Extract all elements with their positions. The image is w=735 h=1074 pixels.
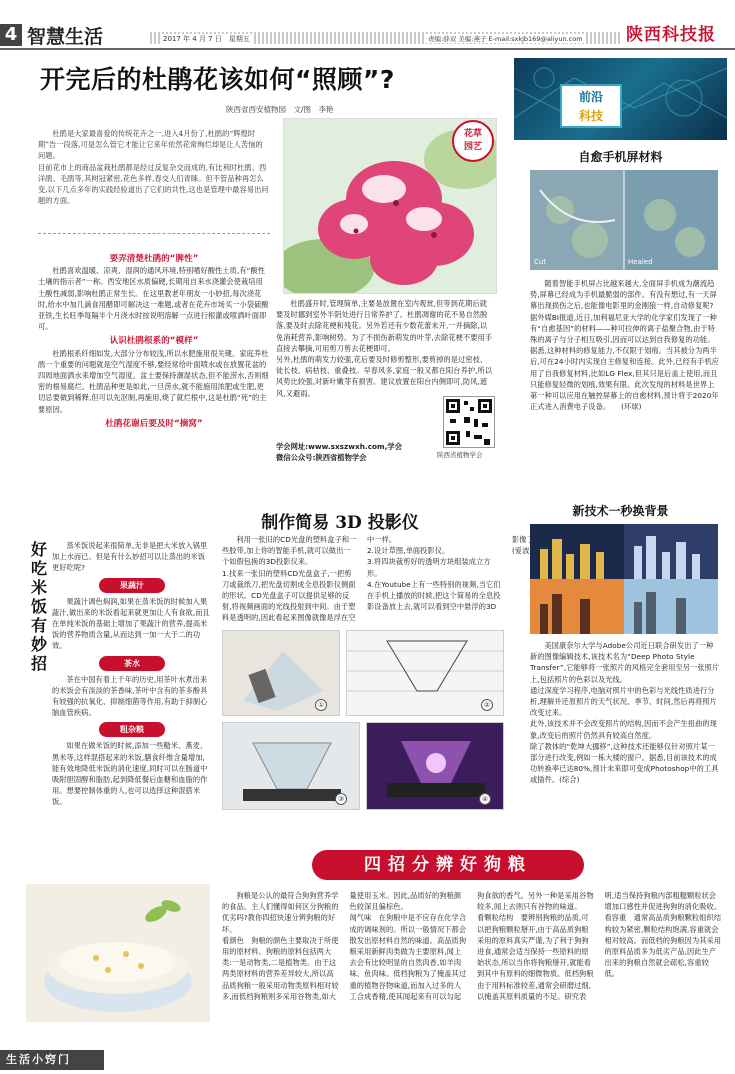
rice-body [52, 540, 212, 808]
projector-photo-4 [366, 722, 504, 810]
frontier-tech-label [560, 84, 622, 128]
life-tips-tag: 生活小窍门 [0, 1050, 104, 1070]
society-contact [276, 441, 436, 463]
page-number: 4 [0, 24, 22, 46]
background-swap-text [530, 640, 720, 840]
article-column-left [38, 254, 270, 430]
rice-paragraph-juice: 果蔬汁调色焖润,如果在蒸米饭的时候加入果蔬汁,做出来的米饭看起来就更加让人有食欲,而且在单纯米饭的基础上增加了果蔬汁的营养,提高米饭的营养物质含量,从而达到一加一大于二的功效。 [52, 596, 210, 651]
self-healing-image [530, 170, 718, 270]
background-swap-paragraph: 美国康奈尔大学与Adobe公司近日联合研发出了一种新的图像编辑技术,该技术名为“Deep Photo Style Transfer”,它能够将一张照片的风格完全套用至另一张照片上,包括照片的色彩以及光线。 通过深度学习程序,电脑对照片中的色彩与光线性质进行分析,理解并还原照片的天气状况、季节、时间,然后再将照片改变过来。 此外,该技术并不会改变照片的结构,因而不会产生扭曲的现象,改变后的照片仍然具有较高自然度。 除了教体的“乾坤大挪移”,这种技术还能够仅针对照片某一部分进行改变,例如一栋大楼的窗户。据悉,目前该技术的成功转换率已达80%,预计未来即可变成Photoshop中的工具或插件。(综合) [530, 641, 720, 785]
subheading-roots: 认识杜鹃根系的“模样” [109, 336, 199, 347]
projector-photo-3 [222, 722, 360, 810]
rice-tag-grains: 粗杂粮 [99, 722, 165, 737]
paragraph-temperament: 杜鹃喜欢温暖、凉爽、湿润的通风环境,特别嗜好酸性土质,有“酸性土壤的指示者”一称。西安地区水质偏硬,长期用自来水浇灌会使栽培用土酸性减弱,影响杜鹃正常生长。在这里教老年朋友一小妙招,每次浇花时,给水中加几滴食用醋即可解决这一难题,或者在花卉市场买一小袋硫酸亚铁,生长旺季每隔半个月浇水时按说明溶解一点进行根灌或喷洒叶面即可。 [38, 266, 269, 332]
society-wechat: 微信公众号:陕西省植物学会 [276, 453, 367, 462]
photo-number-3: ③ [335, 793, 347, 805]
intro-divider [38, 233, 270, 234]
issue-date: 2017 年 4 月 7 日 星期五 [160, 34, 253, 44]
frontier-label: 前沿 [578, 90, 603, 104]
rice-tag-juice: 果蔬汁 [99, 578, 165, 593]
rice-tag-tea: 茶水 [99, 656, 165, 671]
rice-paragraph-grains: 如果在做米饭的时候,添加一些糙米、燕麦、黑米等,这样混搭起来的米饭,膳食纤维含量增加,能有效地降低米饭的消化速度,同时可以在肠道中吸附胆固醇和脂肪,起到降低餐后血糖和血脂的作用。想要控制体重的人,也可以选择这种混搭米饭。 [52, 741, 208, 807]
dogfood-title: 四招分辨好狗粮 [312, 850, 584, 880]
projector-text [222, 534, 542, 630]
rice-intro: 蒸米饭说起来很简单,无非是把大米放入锅里加上水而已。但是有什么妙招可以让蒸出的米饭更好吃呢? [52, 541, 208, 573]
article-intro [38, 128, 270, 206]
dogfood-paragraph: 狗粮是公认的最符合狗狗营养学的食品。主人们懂得如何区分狗粮的优劣吗?教你四招快速分辨狗粮的好坏。 看颜色 狗粮的颜色主要取决于所使用的原材料。狗粮的原料包括两大类:一是动物类,二是植物类。由于这两类原材料的营养差异较大,所以高品质狗粮一般采用动物类原料相对较多,而低档狗粮则多采用谷物类,如大量使用玉米。因此,品质好的狗粮颜色较深且偏棕色。 闻气味 在狗粮中是不应存在化学合成的调味剂的。所以一般情况下都会散发出原材料自然的味道。高品质狗粮采用新鲜肉类做为主要原料,闻上去会有比较明显的自然肉香,如羊肉味、鱼肉味。低档狗粮为了掩盖其过重的植物谷物味道,而加入过多的人工合成香精,使其闻起来有可以勾起狗食欲的香气。另外一种是采用谷物较多,闻上去则只有谷物的味道。 看颗粒结构 要辨别狗粮的品质,可以把狗粮颗粒掰开,由于高品质狗粮采用的原料真实严谨,为了利于狗狗进食,通常会适当保持一些原料的原始状态,所以当你将狗粮掰开,就能看到其中有原料的细微物质。低档狗粮由于用料标准较差,通常会研磨过细,以掩盖其原料质量的不足。研究表明,适当保持狗粮内部粗糙颗粒状会增加口感性并促进狗狗的消化吸收。 看容重 通常高品质狗粮颗粒组织结构较为紧密,颗粒结构饱满,容重就会相对较高。而低档的狗粮因为其采用的原料品质多为低劣产品,因此生产出来的狗粮自然就会疏松,容重较低。 [222, 891, 722, 1001]
projector-photo-2 [346, 630, 504, 716]
paragraph-roots: 杜鹃根系纤细如发,大部分分布较浅,所以水肥施用很关键。家庭养杜鹃一个重要的问题就是空气湿度不够,要经常给叶面喷水或在放置花盆的四周地面洒水来增加空气湿度。盆土要保持潮湿状态,但不能涝水,否则细密的根易腐烂。杜鹃品种更是如此,一旦涝水,就不能施用浓肥或生肥,更切忌要做到稀释,但可以先沤制,再施用,烧了就烂根中,这是杜鹃“死”的主要原因。 [38, 348, 269, 414]
tech-label: 科技 [578, 109, 603, 123]
healed-label: Healed [628, 258, 653, 266]
qr-code [443, 396, 495, 448]
projector-photo-1 [222, 630, 340, 716]
header-divider [0, 48, 735, 50]
intro-text: 杜鹃是大家最喜爱的传统花卉之一,进入4月份了,杜鹃的“辉煌时期”告一段落,可是怎么管它才能让它来年依然花常绚烂却是让人苦恼的问题。 目前花市上的商品盆栽杜鹃都是经过反复杂交而成的,有比利时杜鹃、西洋鹃、毛鹃等,其树冠紧密,花色多样,春交人们青睐。但不管品种再怎么变,以下几点多年的实践经验道出了它们的共性,这也是管理中最容易出问题的方面。 [38, 129, 269, 206]
gardening-badge: 花草 园艺 [452, 120, 494, 162]
projector-photos [222, 630, 504, 810]
paragraph-care: 杜鹃盛开时,管理简单,主要是放置在室内观赏,但等到花期后就要及时挪到室外半阴处进行日常养护了。杜鹃凋谢的花不易自然脱落,要及时去除花梗和残花。另外若还有少数花蕾未开,一并摘除,以免消耗营养,影响树势。为了不损伤新萌发的叶芽,去除花梗不要用手直接去攀摘,可用剪刀剪去花梗即可。 另外,杜鹃的萌发力较强,花后要及时修剪整形,要剪掉的是过密枝、徒长枝、病枯枝、重叠枝。早春风多,家庭一般又都在阳台养护,所以风势比较强,对新叶嫩芽有损害。建议放置在阳台内侧即可,防风,遮风,又避雨。 [276, 299, 493, 398]
rice-paragraph-tea: 茶在中国有着上千年的历史,用茶叶水煮出来的米饭会有淡淡的茶香味,茶叶中含有的茶多酚具有较强的抗氧化、抑制细菌等作用,有助于抑制心脑血管疾病。 [52, 674, 208, 718]
subheading-deadheading: 杜鹃花谢后要及时“摘窝” [105, 418, 203, 429]
projector-title: 制作简易 3D 投影仪 [261, 513, 419, 533]
rice-title: 好吃米饭有妙招 [30, 540, 47, 673]
self-healing-title: 自愈手机屏材料 [578, 150, 663, 164]
dogfood-text [222, 890, 722, 1070]
cut-label: Cut [534, 258, 547, 266]
section-title: 智慧生活 [27, 26, 104, 48]
newspaper-logo: 陕西科技报 [626, 25, 716, 45]
photo-number-4: ④ [479, 793, 491, 805]
projector-paragraph: 利用一张旧的CD光盘的塑料盒子和一些胶带,加上你的智能手机,就可以做出一个如假包换的3D投影仪来。 1.找来一张旧的塑料CD光盘盒子,一把剪刀或裁纸刀,把光盘切割成全息投影仪侧面的形状。CD光盘盒子可以提供足够的反射,将视频画面的光线投射到中间。由于塑料是透明的,因此看起来图像就像是浮在空中一样。 2.设计草图,单面投影仪。 3.将四块裁剪好的透明方块组装成立方形。 4.在Youtube上有一些特别的视频,当它们在手机上播放的时候,把这个简易的全息投影设备放上去,就可以看到空中悬浮的3D影像了。 (爱波) [222, 535, 542, 623]
article-headline: 开完后的杜鹃花该如何“照顾”? [40, 65, 395, 94]
rice-bowl-photo [26, 884, 210, 1022]
photo-number-2: ② [481, 699, 493, 711]
qr-caption: 陕西省植物学会 [437, 451, 483, 459]
editor-credits: 责编:薛双 美编:燕子 E-mail:sxkjb169@aliyun.com [425, 34, 586, 43]
photo-number-1: ① [315, 699, 327, 711]
self-healing-text [530, 278, 720, 496]
background-swap-title: 新技术一秒换背景 [572, 504, 669, 518]
society-website: 学会网址:www.sxszwxh.com,学会 [276, 442, 402, 451]
article-byline: 陕西省西安植物园 文/图 李艳 [226, 105, 334, 114]
self-healing-paragraph: 随着智能手机屏占比越来越大,全面屏手机成为潮流趋势,屏幕已经成为手机最脆弱的部件。有没有想过,有一天屏幕出现损伤之后,也能像电影里的金刚狼一样,自动修复呢? 据外媒BI报道,近日,加利福尼亚大学的化学家们发现了一种有“自愈基因”的材料——种可拉伸的离子盐聚合物,由于特殊的离子与分子相互吸引,因而可以达到自我修复的功能。 据悉,这种材料的修复能力,不仅限于划痕。当其被分为两半后,可在24小时内实现自主修复和连接。此外,已经有手机应用了自我修复材料,比如LG Flex,但其只是后盖上使用,而且只能修复轻微的划痕,效果有限。此次发现的材料是世界上第一种可以应用在触控屏幕上的自愈材料,预计将于2020年正式进入消费电子设备。 (环球) [530, 279, 720, 412]
subheading-temperament: 要弄清楚杜鹃的“脾性” [109, 254, 199, 264]
